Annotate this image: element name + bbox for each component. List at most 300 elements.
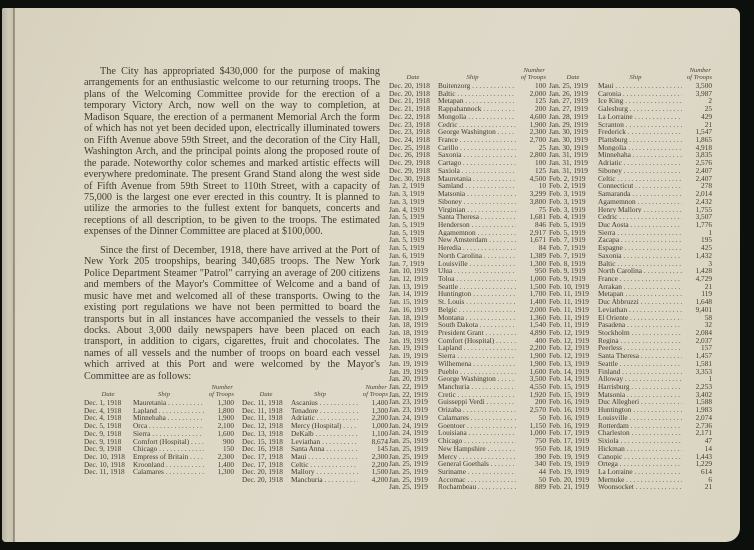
ship-cell: Henry Mallory . . . bbox=[598, 206, 682, 214]
ship-cell: Seattle . . . bbox=[598, 360, 682, 368]
date-cell: Jan. 10, 1919 bbox=[389, 266, 428, 276]
troops-cell: 1,671 bbox=[529, 235, 546, 245]
troops-cell: 50 bbox=[538, 412, 546, 422]
troops-cell: 2,014 bbox=[695, 189, 712, 199]
ship-cell: North Carolina . . . bbox=[438, 252, 516, 260]
date-cell: Feb. 12, 1919 bbox=[549, 335, 590, 345]
troops-cell: 1,681 bbox=[529, 212, 546, 222]
date-cell: Jan. 16, 1919 bbox=[389, 304, 428, 314]
troops-cell: 1,400 bbox=[529, 297, 546, 307]
ship-cell: Louisville . . . bbox=[438, 260, 516, 268]
date-cell: Jan. 25, 1919 bbox=[549, 81, 588, 90]
troops-cell: 1,547 bbox=[695, 127, 712, 137]
date-cell: Jan. 6, 1919 bbox=[389, 250, 425, 260]
ship-cell: Celtic . . . bbox=[291, 461, 358, 469]
ship-cell: Louisville . . . bbox=[598, 414, 682, 422]
troops-cell: 100 bbox=[535, 158, 546, 168]
ship-cell: Wilhemena . . . bbox=[438, 360, 516, 368]
date-cell: Dec. 15, 1918 bbox=[242, 436, 283, 446]
troops-cell: 1,400 bbox=[371, 398, 388, 407]
date-cell: Feb. 5, 1919 bbox=[549, 227, 586, 237]
date-cell: Feb. 7, 1919 bbox=[549, 235, 586, 245]
ship-cell: Celtic . . . bbox=[598, 175, 682, 183]
ship-cell: Louisiana . . . bbox=[438, 429, 516, 437]
ship-cell: Regina . . . bbox=[598, 337, 682, 345]
ship-cell: President Grant . . . bbox=[438, 329, 516, 337]
troops-cell: 32 bbox=[704, 320, 712, 330]
ship-cell: Stockholm . . . bbox=[598, 329, 682, 337]
header-date: Date bbox=[101, 391, 115, 398]
date-cell: Feb. 21, 1919 bbox=[549, 482, 590, 492]
date-cell: Feb. 7, 1919 bbox=[549, 243, 586, 253]
date-cell: Feb. 15, 1919 bbox=[549, 382, 590, 392]
troops-cell: 2,171 bbox=[695, 428, 712, 438]
ship-cell: Henderson . . . bbox=[438, 221, 516, 229]
date-cell: Dec. 11, 1918 bbox=[242, 405, 283, 415]
ship-cell: Canopic . . . bbox=[598, 453, 682, 461]
ship-cell: Heredia . . . bbox=[438, 244, 516, 252]
date-cell: Feb. 9, 1919 bbox=[549, 273, 586, 283]
troops-cell: 119 bbox=[701, 289, 712, 299]
troops-cell: 278 bbox=[701, 181, 712, 191]
date-cell: Dec. 20, 1918 bbox=[242, 467, 283, 477]
header-number: Number bbox=[365, 384, 387, 391]
table-body bbox=[84, 399, 234, 476]
ship-cell: Peerless . . . bbox=[598, 344, 682, 352]
troops-cell: 1,776 bbox=[695, 219, 712, 229]
ship-cell: Ice King . . . bbox=[598, 97, 682, 105]
troops-cell: 1,581 bbox=[695, 358, 712, 368]
ship-cell: Adriatic . . . bbox=[291, 414, 358, 422]
date-cell: Dec. 9, 1918 bbox=[84, 444, 122, 454]
date-cell: Jan. 4, 1919 bbox=[389, 204, 425, 214]
ship-cell: Mercy (Hospital) . . . bbox=[291, 422, 358, 430]
date-cell: Jan. 31, 1919 bbox=[549, 165, 588, 175]
date-cell: Dec. 21, 1918 bbox=[389, 96, 430, 106]
date-cell: Dec. 10, 1918 bbox=[84, 452, 125, 462]
ship-cell: El Oriente . . . bbox=[598, 314, 682, 322]
date-cell: Feb. 12, 1919 bbox=[549, 351, 590, 361]
troops-cell: 1,588 bbox=[695, 397, 712, 407]
ship-cell: Siboney . . . bbox=[598, 167, 682, 175]
date-cell: Dec. 1, 1918 bbox=[84, 398, 122, 407]
ship-cell: New Hampshire . . . bbox=[438, 445, 516, 453]
date-cell: Dec. 13, 1918 bbox=[242, 428, 283, 438]
troops-cell: 21 bbox=[704, 281, 712, 291]
troops-cell: 200 bbox=[535, 104, 546, 114]
date-cell: Jan. 25, 1919 bbox=[389, 459, 428, 469]
date-cell: Feb. 16, 1919 bbox=[549, 405, 590, 415]
troops-cell: 3,500 bbox=[529, 374, 546, 384]
troops-cell: 2,917 bbox=[529, 227, 546, 237]
date-cell: Jan. 3, 1919 bbox=[389, 189, 425, 199]
troops-cell: 4,200 bbox=[371, 475, 388, 485]
header-date: Date bbox=[406, 74, 420, 81]
date-cell: Feb. 11, 1919 bbox=[549, 297, 589, 307]
date-cell: Feb. 9, 1919 bbox=[549, 266, 586, 276]
table-header bbox=[242, 384, 388, 399]
ship-cell: Seattle . . . bbox=[438, 283, 516, 291]
date-cell: Dec. 29, 1918 bbox=[389, 158, 430, 168]
date-cell: Jan. 22, 1919 bbox=[389, 389, 428, 399]
header-number: Number bbox=[211, 384, 233, 391]
troops-cell: 6 bbox=[708, 474, 712, 484]
ship-cell: Goentoer . . . bbox=[438, 422, 516, 430]
troops-cell: 950 bbox=[535, 443, 546, 453]
date-cell: Dec. 20, 1918 bbox=[242, 475, 283, 485]
ship-cell: Matsonia . . . bbox=[598, 391, 682, 399]
date-cell: Dec. 4, 1918 bbox=[84, 413, 122, 423]
date-cell: Jan. 18, 1919 bbox=[389, 320, 428, 330]
ship-cell: Comfort (Hospital) . . . bbox=[133, 438, 204, 446]
troops-cell: 2,300 bbox=[529, 127, 546, 137]
troops-cell: 614 bbox=[701, 466, 712, 476]
date-cell: Jan. 19, 1919 bbox=[389, 351, 428, 361]
table-row bbox=[389, 483, 546, 491]
ship-cell: Mauretania . . . bbox=[438, 175, 516, 183]
ship-cell: Chicago . . . bbox=[133, 445, 204, 453]
date-cell: Feb. 8, 1919 bbox=[549, 258, 586, 268]
ship-cell: Manchuria . . . bbox=[438, 383, 516, 391]
troops-cell: 3,800 bbox=[529, 196, 546, 206]
troops-cell: 2 bbox=[708, 96, 712, 106]
date-cell: Jan. 13, 1919 bbox=[389, 281, 428, 291]
date-cell: Jan. 25, 1919 bbox=[389, 451, 428, 461]
date-cell: Jan. 30, 1919 bbox=[549, 127, 588, 137]
troops-cell: 1,600 bbox=[529, 366, 546, 376]
troops-cell: 425 bbox=[701, 243, 712, 253]
ship-cell: Leviathan . . . bbox=[598, 306, 682, 314]
troops-cell: 4,500 bbox=[529, 173, 546, 183]
troops-cell: 2,736 bbox=[695, 420, 712, 430]
date-cell: Feb. 11, 1919 bbox=[549, 304, 589, 314]
header-ship: Ship bbox=[158, 391, 170, 398]
troops-cell: 2,074 bbox=[695, 412, 712, 422]
troops-cell: 846 bbox=[535, 219, 546, 229]
troops-cell: 1,700 bbox=[529, 289, 546, 299]
ship-cell: Cedric . . . bbox=[438, 121, 516, 129]
troops-cell: 1,428 bbox=[695, 266, 712, 276]
troops-cell: 44 bbox=[538, 466, 546, 476]
date-cell: Dec. 11, 1918 bbox=[242, 398, 283, 407]
table-header bbox=[389, 67, 546, 82]
ship-cell: Caronia . . . bbox=[598, 90, 682, 98]
ship-cell: Sierra . . . bbox=[438, 352, 516, 360]
date-cell: Jan. 30, 1919 bbox=[549, 135, 588, 145]
date-cell: Jan. 18, 1919 bbox=[389, 312, 428, 322]
date-cell: Jan. 25, 1919 bbox=[389, 482, 428, 492]
date-cell: Dec. 22, 1918 bbox=[389, 111, 430, 121]
date-cell: Dec. 17, 1918 bbox=[242, 459, 283, 469]
troops-cell: 21 bbox=[704, 119, 712, 129]
ship-cell: Minnehaha . . . bbox=[598, 151, 682, 159]
ship-cell: New Amsterdam . . . bbox=[438, 236, 516, 244]
date-cell: Jan. 5, 1919 bbox=[389, 243, 425, 253]
troopship-table-group-4 bbox=[549, 67, 712, 491]
table-row bbox=[549, 483, 712, 491]
troops-cell: 3,835 bbox=[695, 150, 712, 160]
troops-cell: 1,389 bbox=[529, 250, 546, 260]
ship-cell: Accomac . . . bbox=[438, 476, 516, 484]
troops-cell: 1,900 bbox=[529, 358, 546, 368]
ship-cell: Tenadore . . . bbox=[291, 407, 358, 415]
ship-cell: Mernuke . . . bbox=[598, 476, 682, 484]
header-date: Date bbox=[259, 391, 273, 398]
table-row bbox=[242, 476, 388, 484]
ship-cell: Alloway . . . bbox=[598, 375, 682, 383]
ship-cell: Baltic . . . bbox=[598, 260, 682, 268]
date-cell: Feb. 13, 1919 bbox=[549, 358, 590, 368]
troops-cell: 1,800 bbox=[217, 405, 234, 415]
troops-cell: 1,300 bbox=[217, 467, 234, 477]
ship-cell: La Lorraine . . . bbox=[598, 468, 682, 476]
ship-cell: Maui . . . bbox=[291, 453, 358, 461]
ship-cell: Cartago . . . bbox=[438, 159, 516, 167]
ship-cell: Agamemnon . . . bbox=[598, 198, 682, 206]
date-cell: Feb. 17, 1919 bbox=[549, 428, 590, 438]
troops-cell: 889 bbox=[535, 482, 546, 492]
troops-cell: 4,729 bbox=[695, 273, 712, 283]
date-cell: Jan. 19, 1919 bbox=[389, 366, 428, 376]
date-cell: Feb. 11, 1919 bbox=[549, 312, 589, 322]
troops-cell: 900 bbox=[223, 436, 234, 446]
date-cell: Feb. 3, 1919 bbox=[549, 189, 586, 199]
date-cell: Jan. 26, 1919 bbox=[549, 88, 588, 98]
date-cell: Dec. 10, 1918 bbox=[84, 459, 125, 469]
troops-cell: 340 bbox=[535, 459, 546, 469]
date-cell: Feb. 5, 1919 bbox=[549, 219, 586, 229]
ship-cell: Plattsburg . . . bbox=[598, 136, 682, 144]
troops-cell: 1,648 bbox=[695, 297, 712, 307]
troops-cell: 1,600 bbox=[217, 428, 234, 438]
date-cell: Jan. 5, 1919 bbox=[389, 219, 425, 229]
date-cell: Feb. 20, 1919 bbox=[549, 474, 590, 484]
ship-cell: North Carolina . . . bbox=[598, 267, 682, 275]
ship-cell: DeKalb . . . bbox=[291, 430, 358, 438]
date-cell: Jan. 7, 1919 bbox=[389, 258, 425, 268]
ship-cell: Orizaba . . . bbox=[438, 406, 516, 414]
header-ship: Ship bbox=[629, 74, 642, 81]
header-of-troops: of Troops bbox=[208, 391, 234, 398]
troops-cell: 429 bbox=[701, 111, 712, 121]
date-cell: Jan. 31, 1919 bbox=[549, 158, 588, 168]
ship-cell: Sixiola . . . bbox=[598, 437, 682, 445]
troops-cell: 2,300 bbox=[217, 452, 234, 462]
date-cell: Jan. 25, 1919 bbox=[389, 474, 428, 484]
date-cell: Feb. 2, 1919 bbox=[549, 181, 586, 191]
date-cell: Feb. 14, 1919 bbox=[549, 366, 590, 376]
date-cell: Jan. 25, 1919 bbox=[389, 436, 428, 446]
troops-cell: 1,900 bbox=[529, 351, 546, 361]
troops-cell: 2,570 bbox=[529, 405, 546, 415]
ship-cell: Pasadena . . . bbox=[598, 321, 682, 329]
troops-cell: 1,000 bbox=[529, 428, 546, 438]
troops-cell: 1,540 bbox=[529, 320, 546, 330]
troops-cell: 125 bbox=[535, 165, 546, 175]
troops-cell: 3,507 bbox=[695, 212, 712, 222]
troops-cell: 2,100 bbox=[217, 421, 234, 431]
date-cell: Dec. 20, 1918 bbox=[389, 81, 430, 90]
date-cell: Feb. 19, 1919 bbox=[549, 466, 590, 476]
ship-cell: Scranton . . . bbox=[598, 121, 682, 129]
ship-cell: Cedric . . . bbox=[598, 213, 682, 221]
troops-cell: 2,576 bbox=[695, 158, 712, 168]
date-cell: Dec. 29, 1918 bbox=[389, 165, 430, 175]
date-cell: Dec. 25, 1918 bbox=[389, 142, 430, 152]
ship-cell: General Goethals . . . bbox=[438, 460, 516, 468]
date-cell: Jan. 23, 1919 bbox=[389, 397, 428, 407]
ship-cell: Finland . . . bbox=[598, 368, 682, 376]
troops-cell: 2,700 bbox=[529, 135, 546, 145]
ship-cell: Chicago . . . bbox=[438, 437, 516, 445]
date-cell: Jan. 22, 1919 bbox=[389, 382, 428, 392]
ship-cell: George Washington . . . bbox=[438, 375, 516, 383]
troopship-table-group-1 bbox=[84, 384, 234, 476]
troops-cell: 3 bbox=[708, 258, 712, 268]
troops-cell: 1 bbox=[708, 374, 712, 384]
troops-cell: 3,500 bbox=[695, 81, 712, 90]
date-cell: Feb. 19, 1919 bbox=[549, 459, 590, 469]
ship-cell: Frederick . . . bbox=[598, 128, 682, 136]
ship-cell: Hickman . . . bbox=[598, 445, 682, 453]
troops-cell: 2,200 bbox=[371, 459, 388, 469]
page-binding-edge bbox=[2, 8, 13, 542]
ship-cell: Calamares . . . bbox=[438, 414, 516, 422]
troops-cell: 2,037 bbox=[695, 335, 712, 345]
ship-cell: Leviathan . . . bbox=[291, 438, 358, 446]
ship-cell: Harrisburg . . . bbox=[598, 383, 682, 391]
ship-cell: Manchuria . . . bbox=[291, 476, 358, 484]
date-cell: Feb. 3, 1919 bbox=[549, 196, 586, 206]
date-cell: Jan. 24, 1919 bbox=[389, 412, 428, 422]
ship-cell: Mauretania . . . bbox=[133, 399, 204, 407]
ship-cell: Carillo . . . bbox=[438, 144, 516, 152]
date-cell: Dec. 5, 1918 bbox=[84, 421, 122, 431]
date-cell: Dec. 30, 1918 bbox=[389, 173, 430, 183]
troops-cell: 4,550 bbox=[529, 382, 546, 392]
ship-cell: Siboney . . . bbox=[438, 198, 516, 206]
ship-cell: Minnehaha . . . bbox=[133, 414, 204, 422]
ship-cell: Suriname . . . bbox=[438, 468, 516, 476]
table-header bbox=[84, 384, 234, 399]
date-cell: Dec. 16, 1918 bbox=[242, 444, 283, 454]
table-row bbox=[84, 468, 234, 476]
troops-cell: 1,000 bbox=[529, 273, 546, 283]
ship-cell: Mongolia . . . bbox=[598, 144, 682, 152]
ship-cell: Ulua . . . bbox=[438, 267, 516, 275]
ship-cell: Sierra . . . bbox=[133, 430, 204, 438]
date-cell: Jan. 19, 1919 bbox=[389, 358, 428, 368]
date-cell: Dec. 11, 1918 bbox=[84, 467, 125, 477]
ship-cell: Rotterdam . . . bbox=[598, 422, 682, 430]
ship-cell: France . . . bbox=[438, 136, 516, 144]
table-body bbox=[549, 82, 712, 491]
troops-cell: 1,983 bbox=[695, 405, 712, 415]
date-cell: Dec. 26, 1918 bbox=[389, 150, 430, 160]
troops-cell: 2,432 bbox=[695, 196, 712, 206]
ship-cell: Calamares . . . bbox=[133, 468, 204, 476]
date-cell: Jan. 19, 1919 bbox=[389, 335, 428, 345]
troops-cell: 2,200 bbox=[529, 343, 546, 353]
troops-cell: 1,300 bbox=[529, 258, 546, 268]
troops-cell: 1,400 bbox=[217, 459, 234, 469]
troops-cell: 125 bbox=[535, 96, 546, 106]
ship-cell: Duc Abbruzzi . . . bbox=[598, 298, 682, 306]
ship-cell: South Dakota . . . bbox=[438, 321, 516, 329]
ship-cell: Orca . . . bbox=[133, 422, 204, 430]
date-cell: Jan. 27, 1919 bbox=[549, 104, 588, 114]
ship-cell: Duc Aosta . . . bbox=[598, 221, 682, 229]
ship-cell: Toloa . . . bbox=[438, 275, 516, 283]
troops-cell: 750 bbox=[535, 436, 546, 446]
paragraph-welcome-arrangements: The City has appropriated $430,000 for the purpose of making arrangements for an enthusiastic welcome to our returning troops. The plans of the Welcoming Committee provide for the erection of a temporary Victory Arch, now well on the way to completion, at Madison Square, the erection of a permanent Memorial Arch the form of which has not yet been decided upon, electrically illuminated towers on Fifth Avenue above 59th Street, and the decoration of the City Hall, Washington Arch, and the principal points along the proposed route of the parade. Noteworthy color schemes and marked artistic effects will everywhere predominate. The present Grand Stand along the west side of Fifth Avenue from 59th Street to 110th Street, with a capacity of 75,000 is the largest one ever erected in this country. It is planned to utilize the armories to the fullest extent for banquets, concerts and receptions of all description, to be given to the troops. The estimated expenses of the Dinner Committee are placed at $100,000. bbox=[84, 66, 380, 238]
ship-cell: Baltic . . . bbox=[438, 90, 516, 98]
troops-cell: 2,407 bbox=[695, 165, 712, 175]
troops-cell: 157 bbox=[701, 343, 712, 353]
troops-cell: 3,353 bbox=[695, 366, 712, 376]
troops-cell: 14 bbox=[704, 443, 712, 453]
ship-cell: La Lorraine . . . bbox=[598, 113, 682, 121]
troops-cell: 1,000 bbox=[371, 421, 388, 431]
ship-cell: Buitenzorg . . . bbox=[438, 82, 516, 90]
ship-cell: Woonsocket . . . bbox=[598, 483, 682, 491]
troopship-table-group-3 bbox=[389, 67, 546, 491]
ship-cell: Duc Allegheri . . . bbox=[598, 398, 682, 406]
troops-cell: 1,900 bbox=[529, 119, 546, 129]
date-cell: Feb. 19, 1919 bbox=[549, 451, 590, 461]
troops-cell: 150 bbox=[223, 444, 234, 454]
ship-cell: Agamemnon . . . bbox=[438, 229, 516, 237]
troops-cell: 390 bbox=[535, 451, 546, 461]
date-cell: Feb. 12, 1919 bbox=[549, 343, 590, 353]
troops-cell: 1 bbox=[708, 227, 712, 237]
ship-cell: Rochambeau . . . bbox=[438, 483, 516, 491]
troops-cell: 4,918 bbox=[695, 142, 712, 152]
header-date: Date bbox=[566, 74, 580, 81]
ship-cell: Pueblo . . . bbox=[438, 368, 516, 376]
date-cell: Jan. 12, 1919 bbox=[389, 273, 428, 283]
troops-cell: 47 bbox=[704, 436, 712, 446]
ship-cell: Lapland . . . bbox=[438, 344, 516, 352]
date-cell: Jan. 25, 1919 bbox=[389, 443, 428, 453]
ship-cell: Mallory . . . bbox=[291, 468, 358, 476]
ship-cell: St. Louis . . . bbox=[438, 298, 516, 306]
troops-cell: 145 bbox=[377, 444, 388, 454]
ship-cell: Belgic . . . bbox=[438, 306, 516, 314]
troops-cell: 2,300 bbox=[371, 452, 388, 462]
book-page-scan bbox=[2, 8, 740, 542]
troops-cell: 2,200 bbox=[371, 413, 388, 423]
date-cell: Jan. 24, 1919 bbox=[389, 420, 428, 430]
troops-cell: 21 bbox=[704, 482, 712, 492]
page-crease bbox=[13, 8, 15, 542]
ship-cell: Santa Theresa . . . bbox=[598, 352, 682, 360]
troops-cell: 25 bbox=[538, 142, 546, 152]
troops-cell: 1,457 bbox=[695, 351, 712, 361]
ship-cell: Ortega . . . bbox=[598, 460, 682, 468]
ship-cell: Santa Theresa . . . bbox=[438, 213, 516, 221]
ship-cell: Matsonia . . . bbox=[438, 190, 516, 198]
ship-cell: Montana . . . bbox=[438, 314, 516, 322]
table-header bbox=[549, 67, 712, 82]
ship-cell: Empress of Britain . . . bbox=[133, 453, 204, 461]
date-cell: Dec. 11, 1918 bbox=[242, 413, 283, 423]
date-cell: Feb. 10, 1919 bbox=[549, 281, 590, 291]
troops-cell: 3,299 bbox=[529, 189, 546, 199]
troops-cell: 3,987 bbox=[695, 88, 712, 98]
ship-cell: Connecticut . . . bbox=[598, 182, 682, 190]
troops-cell: 1,500 bbox=[371, 467, 388, 477]
